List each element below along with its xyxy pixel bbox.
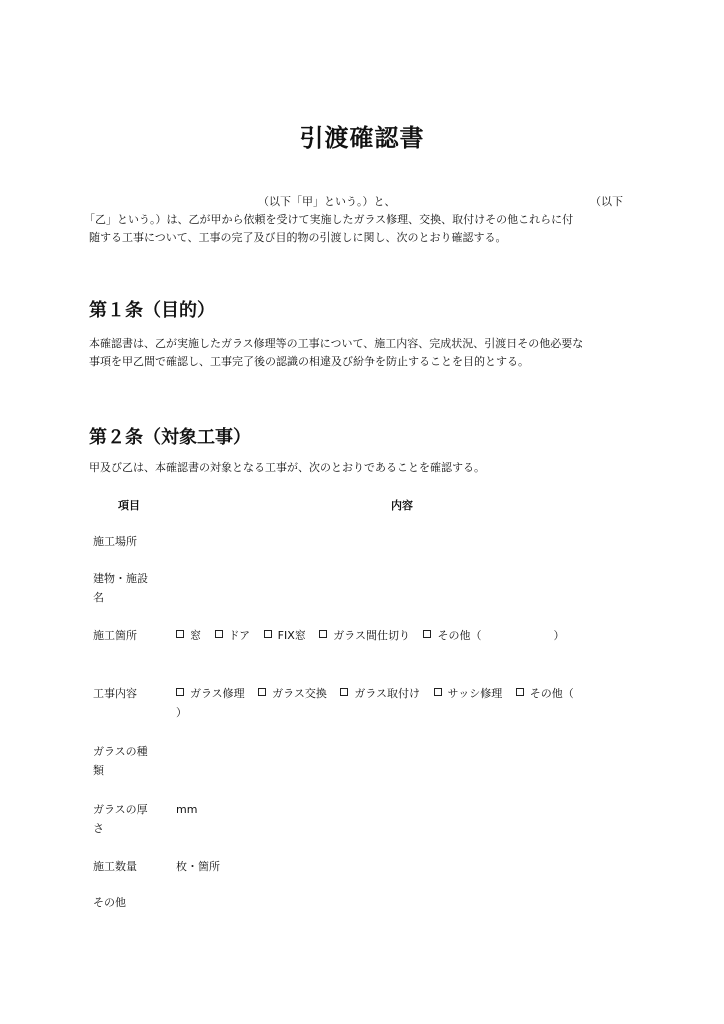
option-window[interactable]: 窓 xyxy=(176,626,201,645)
checkbox-icon[interactable] xyxy=(434,688,442,696)
row-label-location: 施工箇所 xyxy=(93,629,137,642)
option-other[interactable]: その他（ ） xyxy=(423,626,564,645)
work-options xyxy=(176,684,584,703)
checkbox-icon[interactable] xyxy=(176,630,184,638)
article-1-line-2: 事項を甲乙間で確認し、工事完了後の認識の相違及び紛争を防止することを目的とする。 xyxy=(89,355,529,368)
checkbox-icon[interactable] xyxy=(319,630,327,638)
option-glass-install[interactable]: ガラス取付け xyxy=(340,684,420,703)
article-2-line-1: 甲及び乙は、本確認書の対象となる工事が、次のとおりであることを確認する。 xyxy=(89,461,485,474)
option-other-work[interactable]: その他（ xyxy=(516,684,574,703)
row-label-building-l1: 建物・施設 xyxy=(93,572,148,585)
row-label-glass-thickness-l2: さ xyxy=(93,822,104,835)
quantity-unit: 枚・箇所 xyxy=(176,860,220,873)
checkbox-icon[interactable] xyxy=(264,630,272,638)
intro-line-1a: （以下「甲」という。）と、 xyxy=(258,195,396,208)
option-fix-window[interactable]: FIX窓 xyxy=(264,626,306,645)
checkbox-icon[interactable] xyxy=(340,688,348,696)
intro-line-1b: （以下 xyxy=(590,195,623,208)
intro-line-3: 随する工事について、工事の完了及び目的物の引渡しに関し、次のとおり確認する。 xyxy=(89,231,507,244)
checkbox-icon[interactable] xyxy=(215,630,223,638)
option-glass-repair[interactable]: ガラス修理 xyxy=(176,684,245,703)
row-label-work: 工事内容 xyxy=(93,687,137,700)
article-2-heading: 第２条（対象工事） xyxy=(89,427,251,448)
checkbox-icon[interactable] xyxy=(423,630,431,638)
row-label-glass-type-l2: 類 xyxy=(93,764,104,777)
row-label-site: 施工場所 xyxy=(93,535,137,548)
row-label-glass-type-l1: ガラスの種 xyxy=(93,745,148,758)
work-options-close: ） xyxy=(176,706,187,719)
option-sash-repair[interactable]: サッシ修理 xyxy=(434,684,503,703)
glass-thickness-unit: mm xyxy=(176,803,198,816)
table-header-item: 項目 xyxy=(118,499,140,512)
option-glass-exchange[interactable]: ガラス交換 xyxy=(258,684,327,703)
checkbox-icon[interactable] xyxy=(176,688,184,696)
checkbox-icon[interactable] xyxy=(516,688,524,696)
row-label-building-l2: 名 xyxy=(93,591,104,604)
option-glass-partition[interactable]: ガラス間仕切り xyxy=(319,626,410,645)
location-options xyxy=(176,626,574,645)
row-label-glass-thickness-l1: ガラスの厚 xyxy=(93,803,148,816)
checkbox-icon[interactable] xyxy=(258,688,266,696)
article-1-line-1: 本確認書は、乙が実施したガラス修理等の工事について、施工内容、完成状況、引渡日その他必要な xyxy=(89,337,584,350)
row-label-quantity: 施工数量 xyxy=(93,860,137,873)
row-label-other: その他 xyxy=(93,896,126,909)
article-1-heading: 第１条（目的） xyxy=(89,300,215,321)
option-door[interactable]: ドア xyxy=(215,626,251,645)
document-title: 引渡確認書 xyxy=(299,124,425,152)
intro-line-2: 「乙」という。）は、乙が甲から依頼を受けて実施したガラス修理、交換、取付けその他これらに付 xyxy=(84,213,574,226)
table-header-content: 内容 xyxy=(391,499,413,512)
